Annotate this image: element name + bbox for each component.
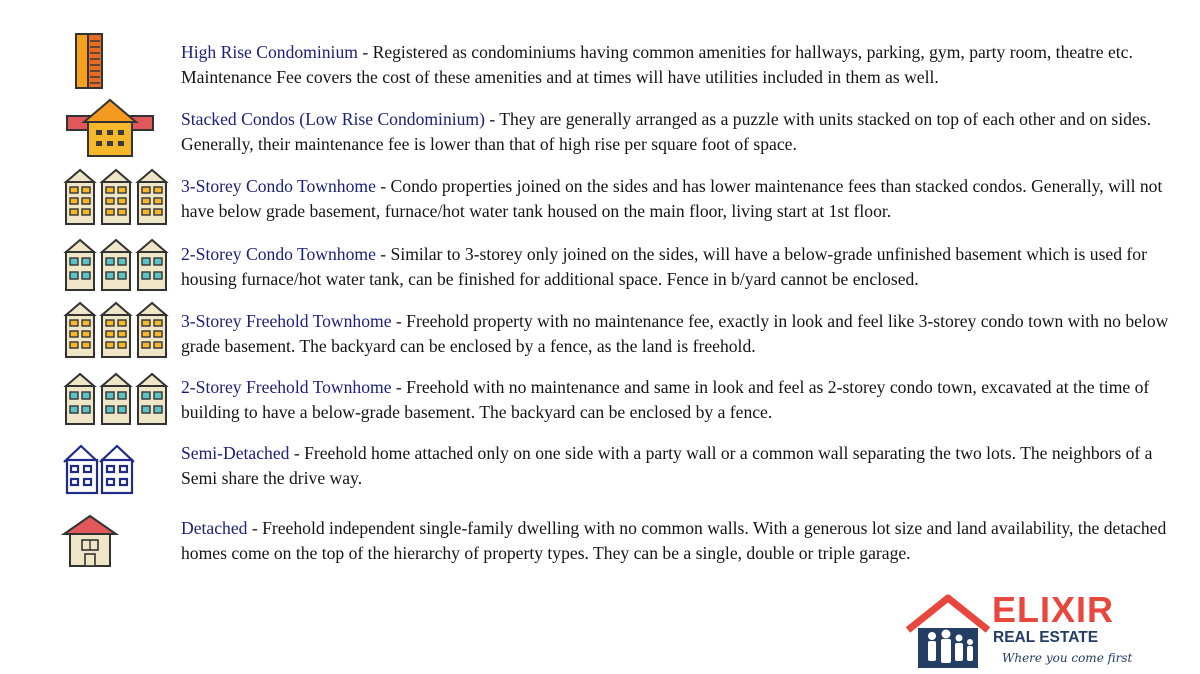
townhouses-two-storey-icon: [62, 238, 170, 292]
logo-name: ELIXIR: [992, 589, 1115, 630]
semi-detached-house-icon: [62, 442, 138, 496]
property-description: [181, 516, 1171, 566]
property-description: [181, 375, 1171, 425]
property-title: 3-Storey Condo Townhome: [181, 176, 376, 196]
property-title: Stacked Condos (Low Rise Condominium): [181, 109, 485, 129]
property-body: - Freehold with no maintenance and same in look and feel as 2-storey condo town, excavated at the time of building to have a below-grade basement. The backyard can be enclosed by a fence.: [181, 377, 1150, 422]
property-description: [181, 107, 1171, 157]
low-rise-building-icon: [64, 98, 156, 158]
high-rise-building-icon: [74, 32, 104, 90]
property-description: [181, 441, 1171, 491]
property-title: 2-Storey Condo Townhome: [181, 244, 376, 264]
property-title: 3-Storey Freehold Townhome: [181, 311, 392, 331]
property-title: 2-Storey Freehold Townhome: [181, 377, 392, 397]
property-description: [181, 309, 1171, 359]
townhouses-three-storey-icon: [62, 301, 170, 359]
logo-subtitle: REAL ESTATE: [993, 629, 1099, 646]
detached-house-icon: [60, 514, 120, 568]
property-body: - Freehold property with no maintenance fee, exactly in look and feel like 3-storey condo town with no below grade basement. The backyard can be enclosed by a fence, as the land is freehold.: [181, 311, 1169, 356]
property-description: [181, 40, 1171, 90]
property-body: - Registered as condominiums having common amenities for hallways, parking, gym, party room, theatre etc. Maintenance Fee covers the cost of these amenities and at times will have utilities included in them as well.: [181, 42, 1133, 87]
property-body: - They are generally arranged as a puzzle with units stacked on top of each other and on sides. Generally, their maintenance fee is lower than that of high rise per square foot of space.: [181, 109, 1152, 154]
house-family-logo-icon: [904, 594, 994, 670]
townhouses-three-storey-icon: [62, 168, 170, 226]
property-title: Detached: [181, 518, 248, 538]
property-body: - Similar to 3-storey only joined on the sides, will have a below-grade unfinished basement which is used for housing furnace/hot water tank, can be finished for additional space. Fence in b/yard cannot be enclosed.: [181, 244, 1147, 289]
property-title: Semi-Detached: [181, 443, 290, 463]
property-title: High Rise Condominium: [181, 42, 358, 62]
property-description: [181, 174, 1171, 224]
townhouses-two-storey-icon: [62, 372, 170, 426]
logo-tagline: Where you come first: [1002, 651, 1133, 665]
property-description: [181, 242, 1171, 292]
property-body: - Freehold independent single-family dwelling with no common walls. With a generous lot size and land availability, the detached homes come on the top of the hierarchy of property types. They can be a single, double or triple garage.: [181, 518, 1167, 563]
property-body: - Freehold home attached only on one side with a party wall or a common wall separating the two lots. The neighbors of a Semi share the drive way.: [181, 443, 1153, 488]
property-body: - Condo properties joined on the sides and has lower maintenance fees than stacked condos. Generally, will not have below grade basement, furnace/hot water tank housed on the main floor, living start at 1st floor.: [181, 176, 1163, 221]
